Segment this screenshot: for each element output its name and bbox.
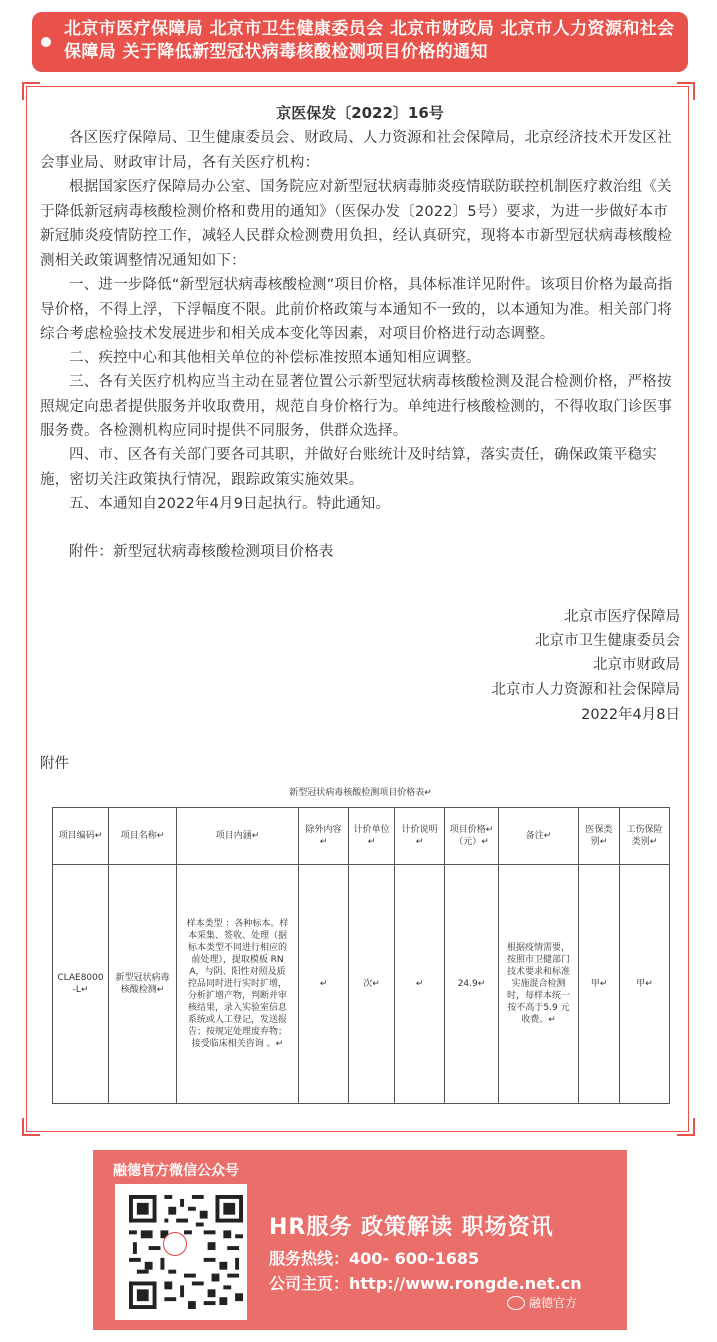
signature-hr-bureau: 北京市人力资源和社会保障局: [491, 682, 680, 698]
body-paragraph-5: 四、市、区各有关部门要各司其职，并做好台账统计及时结算，落实责任，确保政策平稳实施，密切关注政策执行情况，跟踪政策实施效果。: [40, 447, 657, 488]
cell-exclusions: ↵: [299, 865, 349, 1104]
body-paragraph-3: 二、疾控中心和其他相关单位的补偿标准按照本通知相应调整。: [69, 350, 481, 366]
price-table: [52, 807, 670, 1104]
signature-finance-bureau: 北京市财政局: [593, 657, 680, 673]
table-row: [53, 865, 670, 1104]
salutation-paragraph: 各区医疗保障局、卫生健康委员会、财政局、人力资源和社会保障局，北京经济技术开发区社会事业局、财政审计局，各有关医疗机构：: [40, 130, 672, 171]
body-paragraph-1: 根据国家医疗保障局办公室、国务院应对新型冠状病毒肺炎疫情联防联控机制医疗救治组《关于降低新冠病毒核酸检测价格和费用的通知》（医保办发〔2022〕5号）要求，为进一步做好本市新冠肺炎疫情防控工作，减轻人民群众检测费用负担，经认真研究，现将本市新型冠状病毒核酸检测相关政策调整情况通知如下：: [40, 179, 673, 269]
header-pricing-note: 计价说明↵: [395, 808, 445, 865]
bullet-dot-icon: [41, 37, 51, 47]
logo-icon: [163, 1232, 187, 1256]
cell-pricing-note: ↵: [395, 865, 445, 1104]
banner-heading: 融德官方微信公众号: [113, 1163, 239, 1179]
banner-services: HR服务 政策解读 职场资讯: [269, 1215, 554, 1240]
wechat-icon: [507, 1296, 525, 1310]
header-injury-insurance: 工伤保险类别↵: [620, 808, 670, 865]
document-number: 京医保发〔2022〕16号: [276, 104, 444, 122]
notice-title: 北京市医疗保障局 北京市卫生健康委员会 北京市财政局 北京市人力资源和社会保障局 关于降低新型冠状病毒核酸检测项目价格的通知: [64, 19, 675, 62]
header-price: 项目价格↵（元）↵: [445, 808, 499, 865]
header-unit: 计价单位↵: [349, 808, 395, 865]
cell-medical-insurance: 甲↵: [579, 865, 620, 1104]
attachment-note: 附件：新型冠状病毒核酸检测项目价格表: [69, 544, 334, 560]
price-table-title: 新型冠状病毒核酸检测项目价格表↵: [289, 788, 432, 798]
cell-content: 样本类型 ：各种标本。样本采集、签收、处理（据标本类型不同进行相应的前处理），提取模板 RNA，与阴、阳性对照及质控品同时进行实时扩增，分析扩增产物，判断并审核结果，录入实验室信息系统或人工登记，发送报告；按规定处理废弃物；接受临床相关咨询 。↵: [177, 865, 299, 1104]
body-paragraph-2: 一、进一步降低“新型冠状病毒核酸检测”项目价格，具体标准详见附件。该项目价格为最高指导价格，不得上浮，下浮幅度不限。此前价格政策与本通知不一致的，以本通知为准。相关部门将综合考虑检验技术发展进步和相关成本变化等因素，对项目价格进行动态调整。: [40, 277, 673, 342]
signature-health-commission: 北京市卫生健康委员会: [535, 633, 680, 649]
header-code: 项目编码↵: [53, 808, 109, 865]
promo-banner: [93, 1150, 627, 1330]
wechat-account: [507, 1294, 577, 1311]
cell-code: CLAE8000-L↵: [53, 865, 109, 1104]
header-exclusions: 除外内容↵: [299, 808, 349, 865]
body-paragraph-6: 五、本通知自2022年4月9日起执行。特此通知。: [69, 496, 391, 512]
signature-medical-security: 北京市医疗保障局: [564, 609, 680, 625]
qr-code-container: [115, 1184, 247, 1320]
qr-code-icon[interactable]: [129, 1192, 243, 1312]
header-medical-insurance: 医保类别↵: [579, 808, 620, 865]
signature-date: 2022年4月8日: [581, 707, 680, 723]
body-paragraph-4: 三、各有关医疗机构应当主动在显著位置公示新型冠状病毒核酸检测及混合检测价格，严格按照规定向患者提供服务并收取费用，规范自身价格行为。单纯进行核酸检测的，不得收取门诊医事服务费。各检测机构应同时提供不同服务，供群众选择。: [40, 374, 673, 439]
cell-unit: 次↵: [349, 865, 395, 1104]
header-content: 项目内涵↵: [177, 808, 299, 865]
cell-remark: 根据疫情需要，按照市卫健部门技术要求和标准实施混合检测时，每样本统一按不高于5.9 元收费。↵: [499, 865, 579, 1104]
banner-homepage[interactable]: 公司主页：http://www.rongde.net.cn: [269, 1274, 582, 1293]
header-remark: 备注↵: [499, 808, 579, 865]
cell-injury-insurance: 甲↵: [620, 865, 670, 1104]
cell-price: 24.9↵: [445, 865, 499, 1104]
title-banner: [32, 12, 688, 72]
banner-hotline: 服务热线：400- 600-1685: [269, 1249, 480, 1268]
cell-name: 新型冠状病毒核酸检测↵: [109, 865, 177, 1104]
wechat-label: 融德官方: [529, 1296, 578, 1310]
table-header-row: [53, 808, 670, 865]
attachment-label: 附件: [40, 756, 69, 772]
header-name: 项目名称↵: [109, 808, 177, 865]
